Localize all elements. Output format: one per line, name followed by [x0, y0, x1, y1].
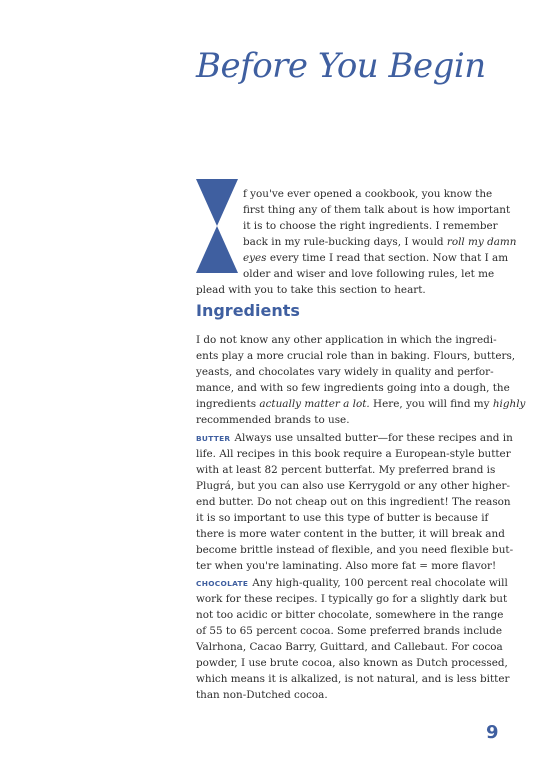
- intro-line: f you've ever opened a cookbook, you know the: [243, 188, 493, 200]
- chapter-title: Before You Begin: [196, 46, 486, 86]
- paragraph-line: which means it is alkalized, is not natural, and is less bitter: [196, 673, 510, 685]
- paragraph-line: of 55 to 65 percent cocoa. Some preferred brands include: [196, 625, 502, 637]
- paragraph-line: end butter. Do not cheap out on this ingredient! The reason: [196, 496, 511, 508]
- paragraph-line: CHOCOLATE Any high-quality, 100 percent real chocolate will: [196, 577, 508, 589]
- paragraph-line: ingredients actually matter a lot. Here, you will find my highly: [196, 398, 526, 410]
- intro-line: back in my rule-bucking days, I would roll my damn: [243, 236, 517, 248]
- paragraph-line: not too acidic or bitter chocolate, somewhere in the range: [196, 609, 504, 621]
- paragraph-line: mance, and with so few ingredients going into a dough, the: [196, 382, 510, 394]
- chocolate-label: CHOCOLATE: [196, 579, 249, 588]
- paragraph-line: life. All recipes in this book require a European-style butter: [196, 448, 511, 460]
- butter-label: BUTTER: [196, 434, 231, 443]
- paragraph-line: I do not know any other application in which the ingredi-: [196, 334, 497, 346]
- paragraph-line: than non-Dutched cocoa.: [196, 689, 328, 701]
- paragraph-line: ter when you're laminating. Also more fat = more flavor!: [196, 560, 497, 572]
- paragraph-line: ents play a more crucial role than in baking. Flours, butters,: [196, 350, 516, 362]
- paragraph-line: Valrhona, Cacao Barry, Guittard, and Callebaut. For cocoa: [196, 641, 503, 653]
- paragraph-line: powder, I use brute cocoa, also known as Dutch processed,: [196, 657, 508, 669]
- paragraph-line: Plugrá, but you can also use Kerrygold or any other higher-: [196, 480, 510, 492]
- section-heading-ingredients: Ingredients: [196, 301, 300, 320]
- intro-line: first thing any of them talk about is how important: [243, 204, 511, 216]
- intro-line: it is to choose the right ingredients. I remember: [243, 220, 498, 232]
- emphasis: actually matter a lot.: [259, 398, 370, 410]
- page-number: 9: [486, 722, 499, 743]
- intro-line: older and wiser and love following rules, let me: [243, 268, 495, 280]
- paragraph-line: with at least 82 percent butterfat. My preferred brand is: [196, 464, 496, 476]
- paragraph-line: recommended brands to use.: [196, 414, 350, 426]
- emphasis: highly: [492, 398, 526, 410]
- paragraph-line: there is more water content in the butter, it will break and: [196, 528, 505, 540]
- paragraph-line: work for these recipes. I typically go for a slightly dark but: [196, 593, 508, 605]
- paragraph-line: it is so important to use this type of butter is because if: [196, 512, 489, 524]
- emphasis: eyes: [243, 252, 267, 264]
- paragraph-line: become brittle instead of flexible, and you need flexible but-: [196, 544, 514, 556]
- paragraph-line: yeasts, and chocolates vary widely in quality and perfor-: [196, 366, 494, 378]
- dropcap-letter: [196, 179, 238, 273]
- emphasis: roll my damn: [446, 236, 517, 248]
- paragraph-line: BUTTER Always use unsalted butter—for these recipes and in: [196, 432, 513, 444]
- intro-line: eyes every time I read that section. Now that I am: [243, 252, 509, 264]
- intro-line: plead with you to take this section to heart.: [196, 284, 426, 296]
